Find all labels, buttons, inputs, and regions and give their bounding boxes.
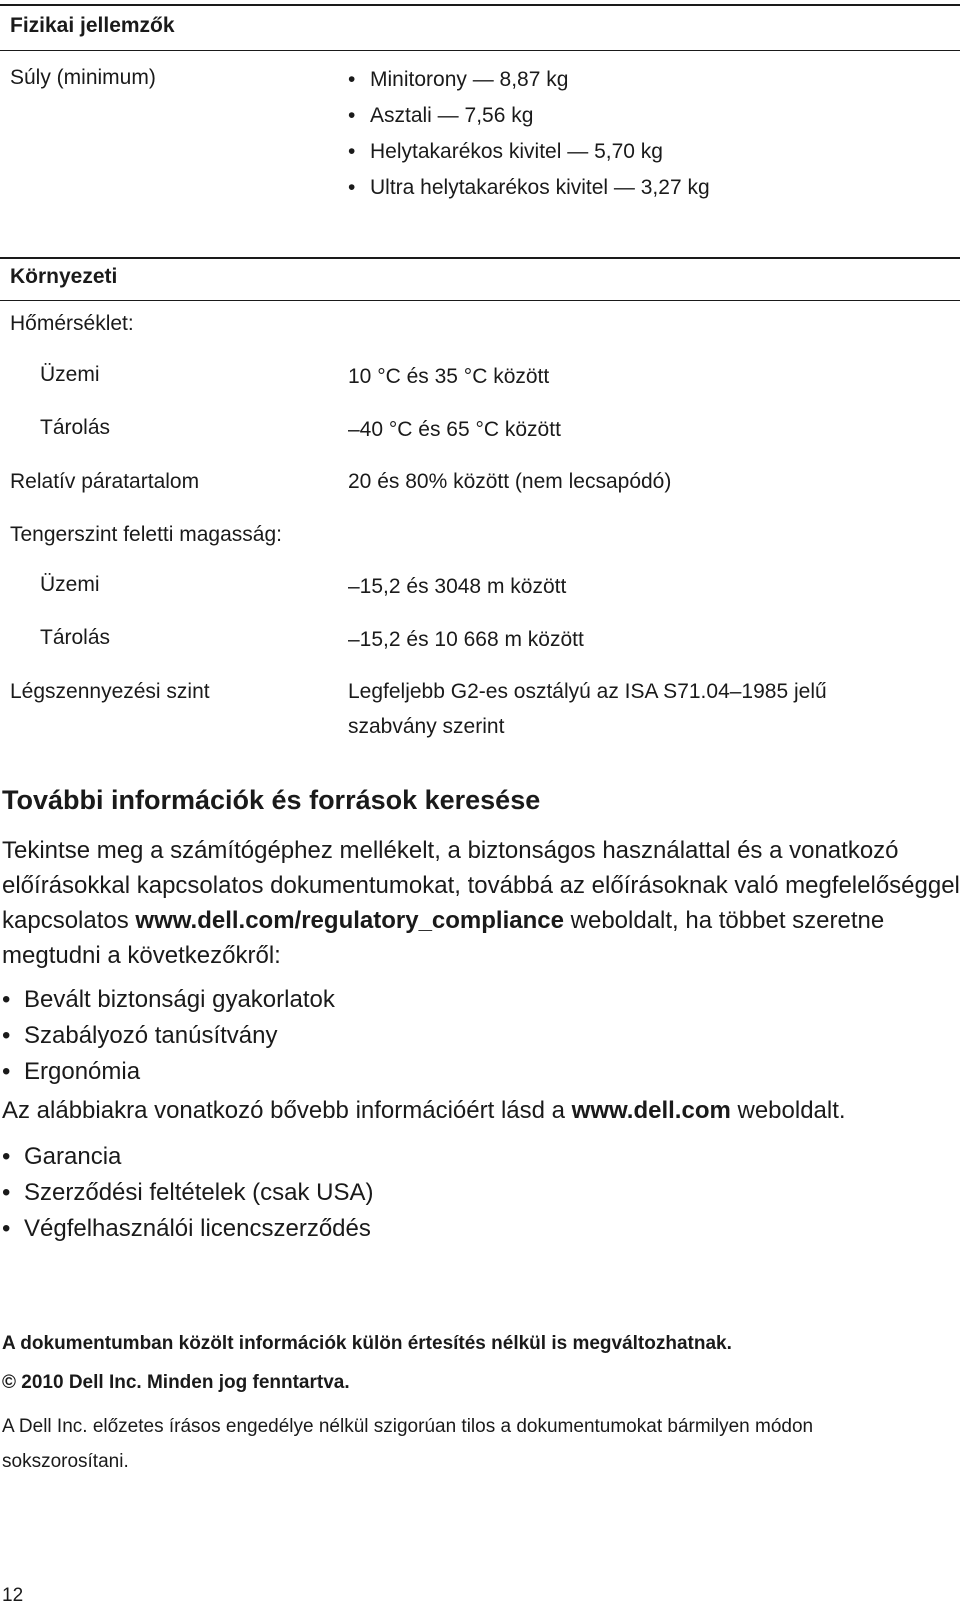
section-title: További információk és források keresése	[2, 785, 541, 815]
environment-top-rule	[0, 257, 960, 259]
physical-header: Fizikai jellemzők	[10, 14, 175, 37]
warranty-list	[2, 1139, 373, 1247]
temp-operating-value: 10 °C és 35 °C között	[348, 365, 550, 388]
environment-header: Környezeti	[10, 265, 118, 288]
info-paragraph-text-end: weboldalt, ha többet szeretne megtudni a következőkről:	[2, 907, 885, 969]
contaminant-value-line2: szabvány szerint	[348, 715, 505, 738]
weight-label: Súly (minimum)	[10, 66, 156, 89]
topic-list	[2, 982, 335, 1090]
temperature-label: Hőmérséklet:	[10, 312, 134, 335]
humidity-label: Relatív páratartalom	[10, 470, 200, 493]
weight-item: • Minitorony — 8,87 kg	[348, 62, 710, 98]
page-number: 12	[2, 1585, 24, 1606]
weight-item: • Asztali — 7,56 kg	[348, 98, 710, 134]
alt-operating-label: Üzemi	[40, 573, 100, 596]
info-paragraph	[2, 833, 960, 973]
list-item: • Végfelhasználói licencszerződés	[2, 1211, 373, 1247]
dell-info-paragraph	[2, 1093, 960, 1128]
list-item: • Szerződési feltételek (csak USA)	[2, 1175, 373, 1211]
regulatory-link[interactable]: www.dell.com/regulatory_compliance	[135, 907, 564, 934]
alt-storage-label: Tárolás	[40, 626, 111, 649]
contaminant-label: Légszennyezési szint	[10, 680, 210, 703]
physical-header-rule	[0, 50, 960, 51]
dell-link[interactable]: www.dell.com	[571, 1097, 731, 1124]
list-item: • Garancia	[2, 1139, 373, 1175]
weight-list	[348, 62, 710, 206]
copyright: © 2010 Dell Inc. Minden jog fenntartva.	[2, 1372, 350, 1393]
list-item: • Ergonómia	[2, 1054, 335, 1090]
temp-operating-label: Üzemi	[40, 363, 100, 386]
dell-info-text: Az alábbiakra vonatkozó bővebb információért lásd a	[2, 1097, 572, 1124]
temp-storage-value: –40 °C és 65 °C között	[348, 418, 561, 441]
change-notice: A dokumentumban közölt információk külön értesítés nélkül is megváltozhatnak.	[2, 1333, 732, 1354]
list-item: • Bevált biztonsági gyakorlatok	[2, 982, 335, 1018]
contaminant-value-line1: Legfeljebb G2-es osztályú az ISA S71.04–1985 jelű	[348, 680, 827, 703]
dell-info-text-end: weboldalt.	[730, 1097, 846, 1124]
humidity-value: 20 és 80% között (nem lecsapódó)	[348, 470, 672, 493]
temp-storage-label: Tárolás	[40, 416, 111, 439]
alt-storage-value: –15,2 és 10 668 m között	[348, 628, 584, 651]
alt-operating-value: –15,2 és 3048 m között	[348, 575, 567, 598]
physical-top-rule	[0, 4, 960, 6]
reproduction-notice: A Dell Inc. előzetes írásos engedélye nélkül szigorúan tilos a dokumentumokat bármilyen módon sokszorosítani.	[2, 1416, 814, 1472]
list-item: • Szabályozó tanúsítvány	[2, 1018, 335, 1054]
weight-item: • Ultra helytakarékos kivitel — 3,27 kg	[348, 170, 710, 206]
altitude-label: Tengerszint feletti magasság:	[10, 523, 282, 546]
info-paragraph-text: Tekintse meg a számítógéphez mellékelt, a biztonságos használattal és a vonatkozó előírásokkal kapcsolatos dokumentumokat, továbbá az előírásoknak való megfelelőséggel kapcsolatos	[2, 837, 960, 934]
weight-item: • Helytakarékos kivitel — 5,70 kg	[348, 134, 710, 170]
environment-header-rule	[0, 300, 960, 301]
